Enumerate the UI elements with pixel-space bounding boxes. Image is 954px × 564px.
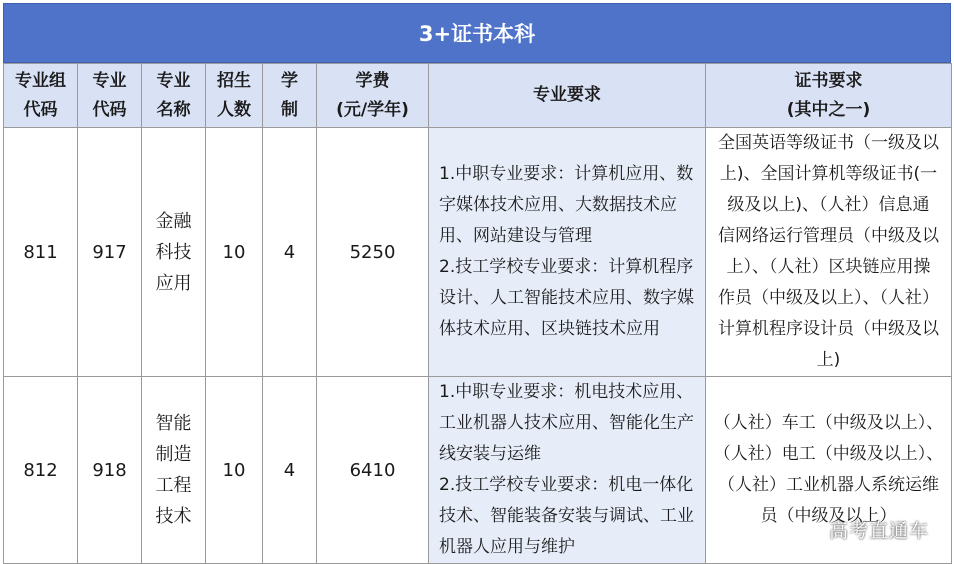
header-major-code: 专业 代码 bbox=[78, 64, 142, 128]
header-certificates: 证书要求 (其中之一) bbox=[706, 64, 952, 128]
cell-enroll: 10 bbox=[206, 377, 263, 564]
cell-major-name: 智能 制造 工程 技术 bbox=[142, 377, 206, 564]
cell-requirements: 1.中职专业要求：机电技术应用、 工业机器人技术应用、智能化生产 线安装与运维 2.技工学校专业要求：机电一体化 技术、智能装备安装与调试、工业 机器人应用与维护 bbox=[429, 377, 706, 564]
cell-certificates: 全国英语等级证书（一级及以 上)、全国计算机等级证书(一 级及以上)、（人社）信息通 信网络运行管理员（中级及以 上）、（人社）区块链应用操 作员（中级及以上）、（人社） 计算机程序设计员（中级及以 上) bbox=[706, 128, 952, 377]
header-group-code: 专业组 代码 bbox=[4, 64, 78, 128]
cell-group-code: 811 bbox=[4, 128, 78, 377]
header-row bbox=[4, 64, 952, 128]
majors-table bbox=[3, 63, 952, 564]
header-requirements: 专业要求 bbox=[429, 64, 706, 128]
cell-requirements: 1.中职专业要求：计算机应用、数 字媒体技术应用、大数据技术应 用、网站建设与管理 2.技工学校专业要求：计算机程序 设计、人工智能技术应用、数字媒 体技术应用、区块链技术应用 bbox=[429, 128, 706, 377]
cell-certificates: （人社）车工（中级及以上）、 （人社）电工（中级及以上）、 （人社）工业机器人系统运维 员（中级及以上） bbox=[706, 377, 952, 564]
table-title: 3+证书本科 bbox=[3, 3, 951, 63]
header-major-name: 专业 名称 bbox=[142, 64, 206, 128]
cell-group-code: 812 bbox=[4, 377, 78, 564]
cell-tuition: 5250 bbox=[317, 128, 429, 377]
cell-major-name: 金融 科技 应用 bbox=[142, 128, 206, 377]
table-row bbox=[4, 128, 952, 377]
header-enroll: 招生 人数 bbox=[206, 64, 263, 128]
cell-major-code: 918 bbox=[78, 377, 142, 564]
cell-years: 4 bbox=[263, 128, 317, 377]
watermark-text: 高考直通车 bbox=[828, 520, 929, 542]
table-row bbox=[4, 377, 952, 564]
header-tuition: 学费 (元/学年) bbox=[317, 64, 429, 128]
cell-years: 4 bbox=[263, 377, 317, 564]
admission-table-card bbox=[3, 3, 951, 557]
header-years: 学 制 bbox=[263, 64, 317, 128]
cell-major-code: 917 bbox=[78, 128, 142, 377]
cell-tuition: 6410 bbox=[317, 377, 429, 564]
cell-enroll: 10 bbox=[206, 128, 263, 377]
